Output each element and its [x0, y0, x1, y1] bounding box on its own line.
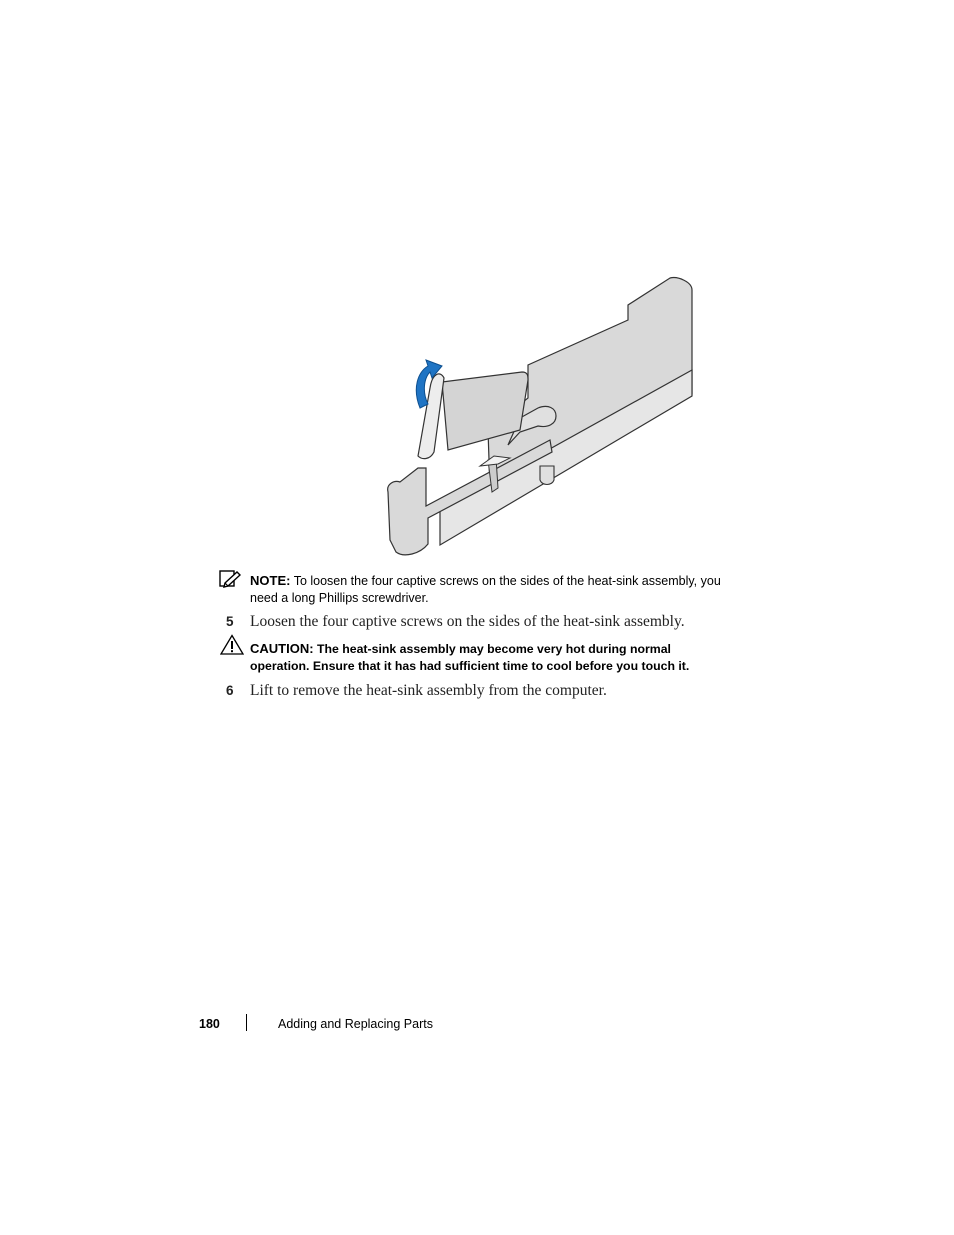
caution-callout: [250, 640, 730, 675]
warning-triangle-icon: [220, 634, 244, 655]
caution-label: CAUTION:: [250, 641, 314, 656]
step-number: 6: [226, 683, 234, 698]
step-text: Loosen the four captive screws on the sides of the heat-sink assembly.: [250, 613, 685, 630]
note-callout: [250, 572, 730, 607]
section-title: Adding and Replacing Parts: [278, 1017, 433, 1031]
footer-separator: [246, 1014, 247, 1031]
page-number: 180: [199, 1017, 220, 1031]
note-text: To loosen the four captive screws on the sides of the heat-sink assembly, you need a long Phillips screwdriver.: [250, 574, 721, 605]
note-label: NOTE:: [250, 573, 291, 588]
step-number: 5: [226, 614, 234, 629]
step-text: Lift to remove the heat-sink assembly from the computer.: [250, 682, 607, 699]
heat-sink-release-illustration: [370, 270, 700, 565]
pencil-icon: [219, 570, 241, 588]
caution-text: The heat-sink assembly may become very hot during normal operation. Ensure that it has had sufficient time to cool before you touch it.: [250, 642, 690, 673]
locking-tab: [540, 466, 554, 485]
